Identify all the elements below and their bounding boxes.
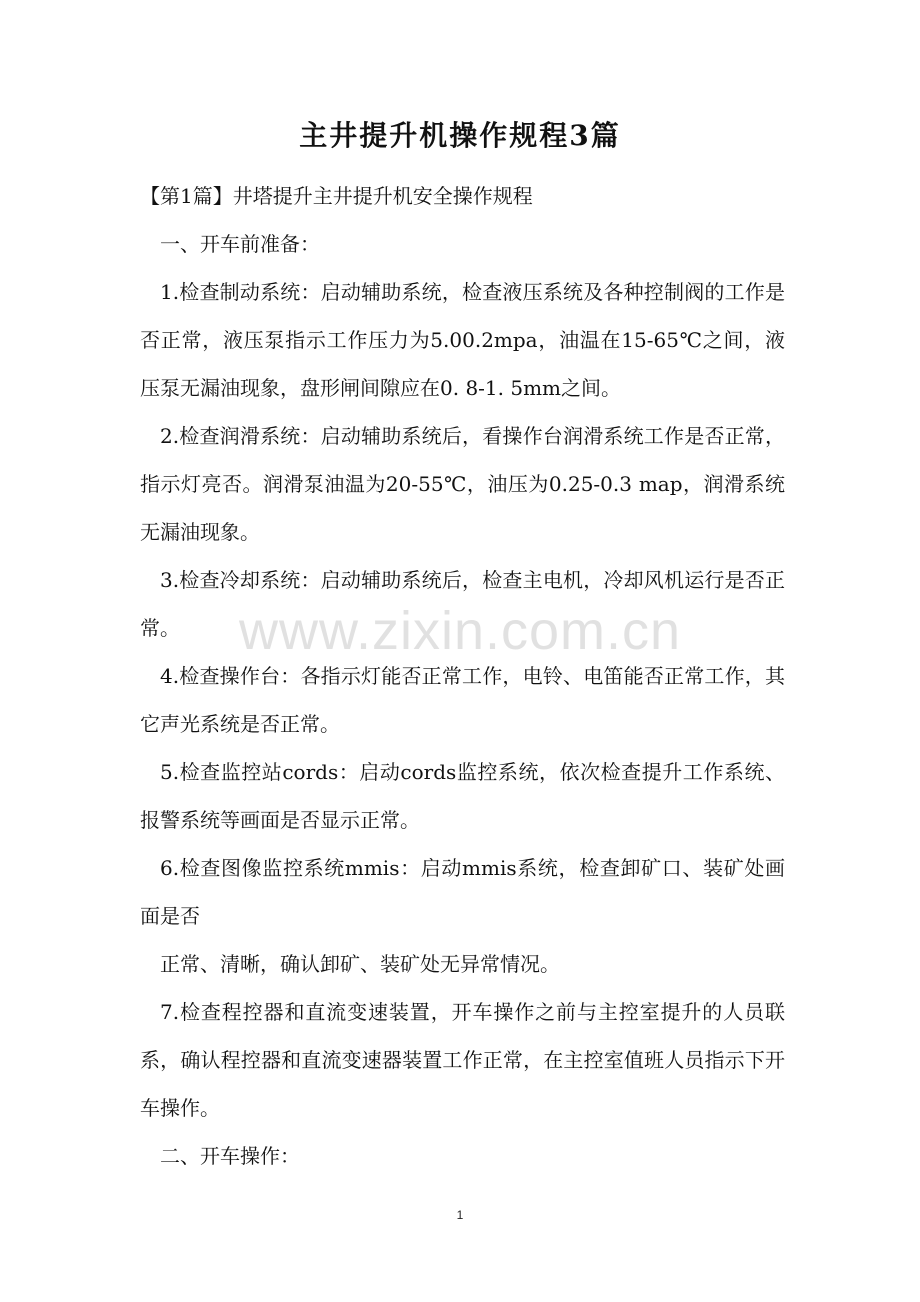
paragraph: 3.检查冷却系统：启动辅助系统后，检查主电机，冷却风机运行是否正常。 (140, 568, 785, 640)
page-number: 1 (456, 1208, 464, 1222)
document-title: 主井提升机操作规程3篇 (299, 119, 621, 152)
watermark: www.zixin.com.cn (238, 601, 682, 661)
document-body (140, 172, 785, 1180)
paragraph: 正常、清晰，确认卸矿、装矿处无异常情况。 (160, 952, 560, 976)
paragraph: 1.检查制动系统：启动辅助系统，检查液压系统及各种控制阀的工作是否正常，液压泵指示工作压力为5.00.2mpa，油温在15-65℃之间，液压泵无漏油现象，盘形闸间隙应在0. 8-1. 5mm之间。 (140, 280, 785, 400)
subsection-heading: 二、开车操作： (160, 1144, 300, 1168)
paragraph: 5.检查监控站cords：启动cords监控系统，依次检查提升工作系统、报警系统等画面是否显示正常。 (140, 760, 785, 832)
paragraph: 6.检查图像监控系统mmis：启动mmis系统，检查卸矿口、装矿处画面是否 (140, 856, 785, 928)
section-heading: 【第1篇】井塔提升主井提升机安全操作规程 (140, 184, 533, 208)
paragraph: 2.检查润滑系统：启动辅助系统后，看操作台润滑系统工作是否正常，指示灯亮否。润滑泵油温为20-55℃，油压为0.25-0.3 map，润滑系统无漏油现象。 (140, 424, 785, 544)
paragraph: 7.检查程控器和直流变速装置，开车操作之前与主控室提升的人员联系，确认程控器和直流变速器装置工作正常，在主控室值班人员指示下开车操作。 (140, 1000, 785, 1120)
paragraph: 4.检查操作台：各指示灯能否正常工作，电铃、电笛能否正常工作，其它声光系统是否正常。 (140, 664, 785, 736)
subsection-heading: 一、开车前准备： (160, 232, 320, 256)
